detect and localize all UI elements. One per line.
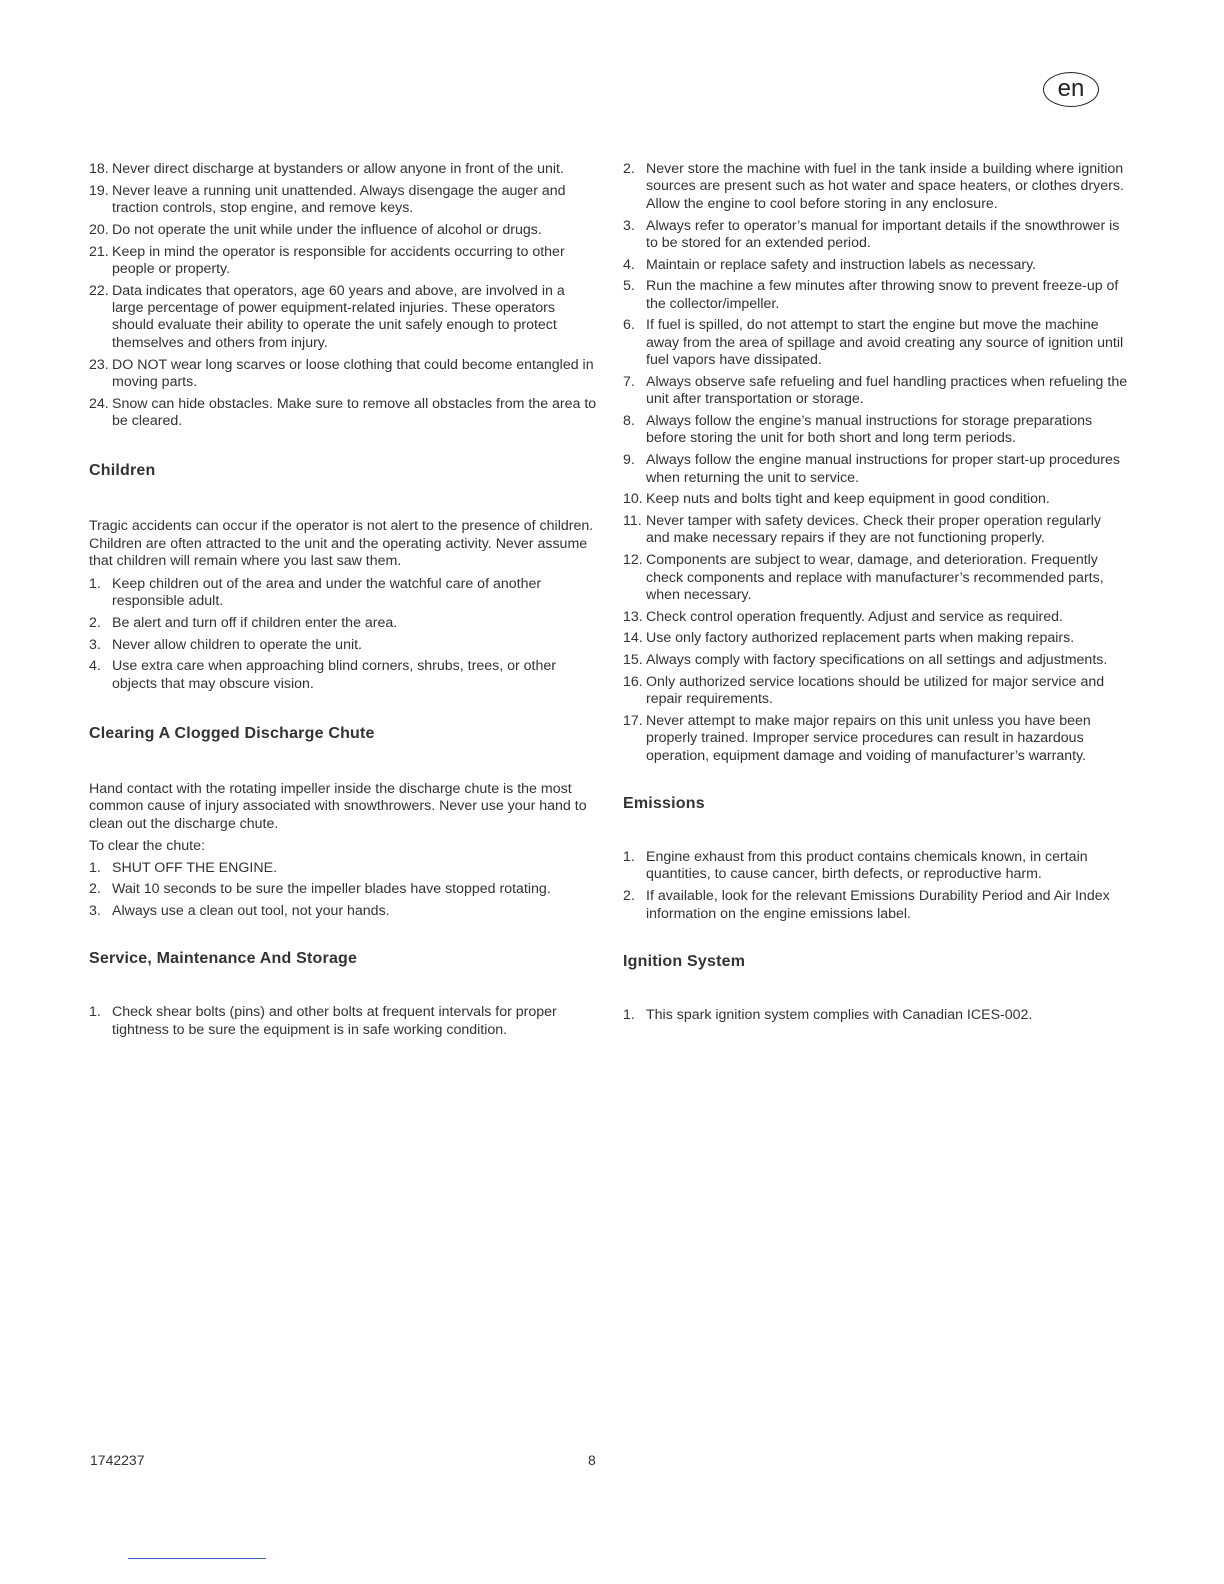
page-number: 8 — [588, 1452, 596, 1468]
list-item: 4. Maintain or replace safety and instruction labels as necessary. — [623, 256, 1037, 273]
service-list — [89, 1004, 597, 1039]
ignition-list — [623, 1007, 1128, 1024]
footer-divider — [128, 1558, 266, 1559]
list-item: 24. Snow can hide obstacles. Make sure to remove all obstacles from the area to be cleared. — [89, 395, 597, 430]
section-heading-service: Service, Maintenance And Storage — [89, 950, 358, 968]
list-item: 6. If fuel is spilled, do not attempt to start the engine but move the machine away from the area of spillage and avoid creating any source of ignition until fuel vapors have dissipated. — [623, 317, 1124, 369]
list-item: 16. Only authorized service locations should be utilized for major service and repair requirements. — [623, 673, 1105, 708]
list-item: 2. Be alert and turn off if children enter the area. — [89, 614, 398, 631]
list-item: 7. Always observe safe refueling and fuel handling practices when refueling the unit after transportation or storage. — [623, 373, 1128, 408]
list-item: 1. Check shear bolts (pins) and other bolts at frequent intervals for proper tightness to be sure the equipment is in safe working condition. — [89, 1004, 557, 1038]
document-number: 1742237 — [90, 1452, 145, 1468]
chute-intro: Hand contact with the rotating impeller inside the discharge chute is the most common cause of injury associated with snowthrowers. Never use your hand to clean out the discharge chute. — [89, 781, 587, 832]
list-item: 10. Keep nuts and bolts tight and keep equipment in good condition. — [623, 491, 1050, 508]
section-heading-emissions: Emissions — [623, 795, 705, 813]
list-item: 13. Check control operation frequently. Adjust and service as required. — [623, 608, 1063, 625]
list-item: 1. Engine exhaust from this product contains chemicals known, in certain quantities, to cause cancer, birth defects, or reproductive harm. — [623, 849, 1088, 883]
section-heading-clogged-chute: Clearing A Clogged Discharge Chute — [89, 725, 375, 743]
right-column — [623, 161, 1128, 1029]
list-item: 17. Never attempt to make major repairs on this unit unless you have been properly trained. Improper service procedures can result in hazardous operation, equipment damage and voiding of manufacturer’s warranty. — [623, 712, 1091, 764]
list-item: 2. If available, look for the relevant Emissions Durability Period and Air Index information on the engine emissions label. — [623, 888, 1110, 922]
section-heading-children: Children — [89, 462, 156, 480]
list-item: 12. Components are subject to wear, damage, and deterioration. Frequently check components and replace with manufacturer’s recommended parts, when necessary. — [623, 552, 1104, 603]
list-item: 20. Do not operate the unit while under the influence of alcohol or drugs. — [89, 221, 542, 238]
emissions-list — [623, 849, 1128, 923]
language-badge: en — [1043, 72, 1099, 107]
service-list-continued — [623, 161, 1128, 765]
list-item: 4. Use extra care when approaching blind corners, shrubs, trees, or other objects that may obscure vision. — [89, 658, 556, 692]
list-item: 15. Always comply with factory specifications on all settings and adjustments. — [623, 652, 1108, 669]
chute-subheading: To clear the chute: — [89, 838, 205, 855]
children-list — [89, 576, 597, 693]
list-item: 23. DO NOT wear long scarves or loose clothing that could become entangled in moving parts. — [89, 356, 594, 390]
list-item: 1. SHUT OFF THE ENGINE. — [89, 859, 278, 876]
list-item: 5. Run the machine a few minutes after throwing snow to prevent freeze-up of the collector/impeller. — [623, 278, 1119, 312]
safety-list-continued — [89, 161, 597, 430]
chute-list — [89, 860, 597, 921]
list-item: 3. Never allow children to operate the unit. — [89, 636, 362, 653]
left-column — [89, 161, 597, 1044]
list-item: 14. Use only factory authorized replacement parts when making repairs. — [623, 630, 1075, 647]
list-item: 3. Always refer to operator’s manual for important details if the snowthrower is to be stored for an extended period. — [623, 217, 1120, 251]
list-item: 22. Data indicates that operators, age 60 years and above, are involved in a large percentage of power equipment-related injuries. These operators should evaluate their ability to operate the unit safely enough to protect themselves and others from injury. — [89, 282, 565, 351]
list-item: 2. Wait 10 seconds to be sure the impeller blades have stopped rotating. — [89, 881, 551, 898]
list-item: 9. Always follow the engine manual instructions for proper start-up procedures when returning the unit to service. — [623, 452, 1120, 486]
list-item: 1. This spark ignition system complies with Canadian ICES-002. — [623, 1006, 1033, 1023]
list-item: 19. Never leave a running unit unattended. Always disengage the auger and traction controls, stop engine, and remove keys. — [89, 182, 566, 217]
list-item: 21. Keep in mind the operator is responsible for accidents occurring to other people or property. — [89, 243, 565, 277]
list-item: 18. Never direct discharge at bystanders or allow anyone in front of the unit. — [89, 161, 564, 177]
list-item: 1. Keep children out of the area and under the watchful care of another responsible adult. — [89, 575, 542, 610]
list-item: 2. Never store the machine with fuel in the tank inside a building where ignition sources are present such as hot water and space heaters, or clothes dryers. Allow the engine to cool before storing in any enclosure. — [623, 161, 1124, 212]
section-heading-ignition: Ignition System — [623, 952, 746, 970]
list-item: 8. Always follow the engine’s manual instructions for storage preparations before storing the unit for both short and long term periods. — [623, 413, 1093, 447]
children-intro: Tragic accidents can occur if the operator is not alert to the presence of children. Children are often attracted to the unit and the operating activity. Never assume that children will remain where you last saw them. — [89, 518, 594, 570]
list-item: 11. Never tamper with safety devices. Check their proper operation regularly and make necessary repairs if they are not functioning properly. — [623, 512, 1101, 547]
list-item: 3. Always use a clean out tool, not your hands. — [89, 903, 390, 920]
